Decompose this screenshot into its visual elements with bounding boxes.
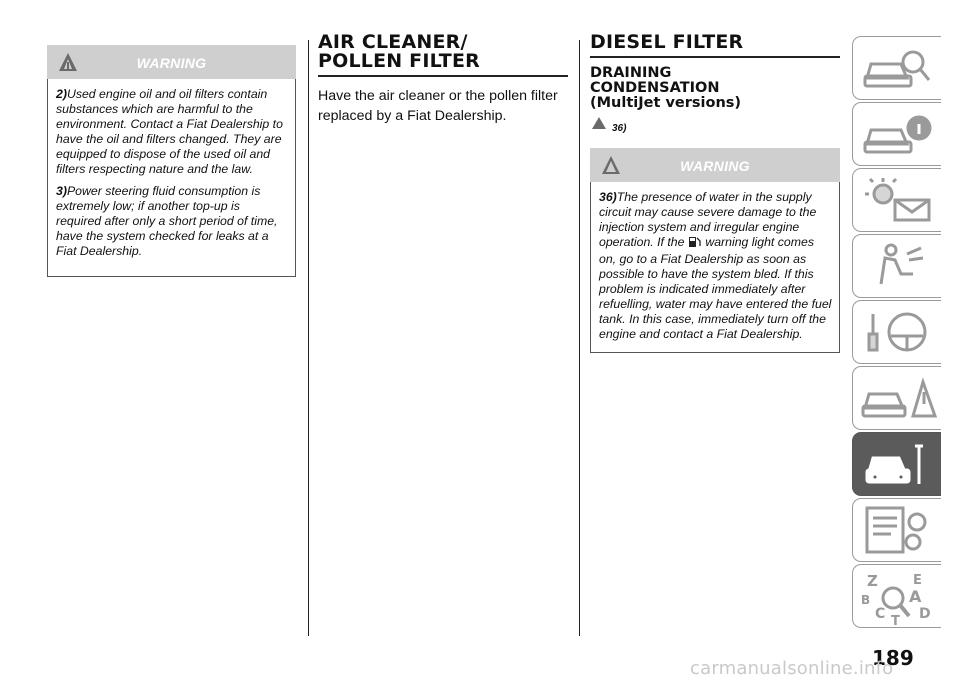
svg-text:D: D — [919, 606, 931, 622]
tab-vehicle-knowledge[interactable] — [852, 36, 941, 100]
tab-starting-driving[interactable] — [852, 300, 941, 364]
index-search-icon — [861, 570, 937, 626]
warning-header — [47, 45, 296, 79]
car-wrench-icon — [861, 438, 937, 490]
subsection-heading: DRAINING CONDENSATION (MultiJet versions) — [590, 65, 742, 111]
svg-text:T: T — [891, 614, 900, 626]
warning-item: 36)The presence of water in the supply circuit may cause severe damage to the injection system and irregular engine operation. If the warning light comes on, go to a Fiat Dealership as soon as possible to have the system bled. If this problem is indicated immediately after refuelling, water may have entered the fuel tank. In this case, immediately turn off the engine and contact a Fiat Dealership. — [599, 190, 832, 341]
warning-item: 3)Power steering fluid consumption is extremely low; if another top-up is required after only a short period of time, have the system checked for leaks at a Fiat Dealership. — [56, 184, 278, 258]
tab-emergency[interactable] — [852, 366, 941, 430]
car-info-icon — [861, 108, 937, 160]
tab-servicing-maintenance[interactable] — [852, 432, 941, 496]
tab-dashboard-info[interactable] — [852, 102, 941, 166]
column-divider — [579, 40, 580, 636]
warning-title: WARNING — [680, 158, 750, 174]
section-heading: DIESEL FILTER — [590, 33, 840, 58]
car-search-icon — [861, 42, 937, 94]
page-number: 189 — [872, 646, 914, 670]
svg-text:C: C — [875, 606, 886, 622]
tab-warning-lights[interactable] — [852, 168, 941, 232]
column-1 — [47, 45, 296, 277]
column-2 — [318, 33, 568, 126]
warning-title: WARNING — [136, 55, 207, 71]
warning-lights-message-icon — [861, 174, 937, 226]
warning-reference: 36) — [590, 115, 840, 134]
airbag-seat-icon — [861, 240, 937, 292]
column-divider — [308, 40, 309, 636]
warning-header — [590, 148, 840, 182]
column-3 — [590, 33, 840, 353]
svg-text:Z: Z — [867, 572, 878, 590]
watermark-text: carmanualsonline.info — [690, 658, 894, 679]
section-body: Have the air cleaner or the pollen filter replaced by a Fiat Dealership. — [318, 88, 558, 124]
svg-text:A: A — [909, 587, 922, 606]
car-breakdown-icon — [861, 372, 937, 424]
key-steering-wheel-icon — [861, 306, 937, 358]
svg-text:E: E — [913, 573, 922, 588]
warning-box — [590, 148, 840, 353]
tab-index[interactable] — [852, 564, 941, 628]
tab-safety[interactable] — [852, 234, 941, 298]
water-in-fuel-icon — [688, 235, 702, 252]
warning-item: 2)Used engine oil and oil filters contain substances which are harmful to the environment. Contact a Fiat Dealership to have the oil and filters changed. They are equipped to dispose of the used oil and filters respecting nature and the law. — [56, 87, 283, 176]
warning-body — [590, 182, 840, 353]
tab-technical-specifications[interactable] — [852, 498, 941, 562]
warning-body — [47, 79, 296, 277]
specs-gears-icon — [861, 504, 937, 556]
section-heading: AIR CLEANER/ POLLEN FILTER — [318, 33, 568, 77]
hand-warning-icon — [590, 115, 612, 134]
svg-text:B: B — [861, 593, 871, 607]
